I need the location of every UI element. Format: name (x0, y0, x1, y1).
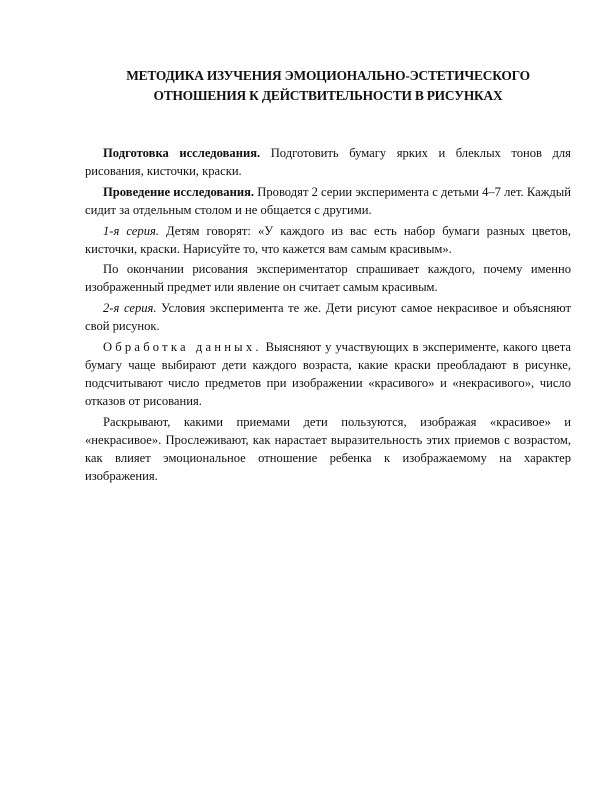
paragraph-text: Проводят 2 серии эксперимента с детьми 4–7 лет. Каждый сидит за отдельным столом и не общается с другими. (85, 185, 571, 217)
paragraph-lead: Обработка данных. (103, 340, 262, 354)
document-body (85, 144, 571, 485)
title-line-2: ОТНОШЕНИЯ К ДЕЙСТВИТЕЛЬНОСТИ В РИСУНКАХ (153, 88, 503, 103)
document-title (85, 66, 571, 106)
paragraph-text: Детям говорят: «У каждого из вас есть набор бумаги разных цветов, кисточки, краски. Нарисуйте то, что кажется вам самым красивым». (85, 224, 571, 256)
paragraph-series-1 (85, 222, 571, 258)
paragraph-text: Выясняют у участвующих в эксперименте, какого цвета бумагу чаще выбирают дети каждого возраста, какие краски преобладают в рисунке, подсчитывают число предметов при изображении «красивого» и «некрасивого», число отказов от рисования. (85, 340, 571, 408)
document-page (85, 66, 571, 488)
paragraph-text: По окончании рисования экспериментатор спрашивает каждого, почему именно изображенный предмет или явление он считает самым красивым. (85, 262, 571, 294)
paragraph-lead: 2-я серия. (103, 301, 157, 315)
paragraph-text: Условия эксперимента те же. Дети рисуют самое некрасивое и объясняют свой рисунок. (85, 301, 571, 333)
paragraph-lead: Проведение исследования. (103, 185, 255, 199)
paragraph-text: Раскрывают, какими приемами дети пользуются, изображая «красивое» и «некрасивое». Прослеживают, как нарастает выразительность этих приемов с возрастом, как влияет эмоциональное отношение ребенка к изображаемому на характер изображения. (85, 415, 571, 483)
title-line-1: МЕТОДИКА ИЗУЧЕНИЯ ЭМОЦИОНАЛЬНО-ЭСТЕТИЧЕСКОГО (126, 68, 530, 83)
paragraph-series-2 (85, 299, 571, 335)
paragraph-conclusion (85, 413, 571, 485)
paragraph-after-drawing (85, 260, 571, 296)
paragraph-text: Подготовить бумагу ярких и блеклых тонов для рисования, кисточки, краски. (85, 146, 571, 178)
paragraph-data-processing (85, 338, 571, 410)
paragraph-procedure (85, 183, 571, 219)
paragraph-lead: Подготовка исследования. (103, 146, 261, 160)
paragraph-preparation (85, 144, 571, 180)
paragraph-lead: 1-я серия. (103, 224, 159, 238)
